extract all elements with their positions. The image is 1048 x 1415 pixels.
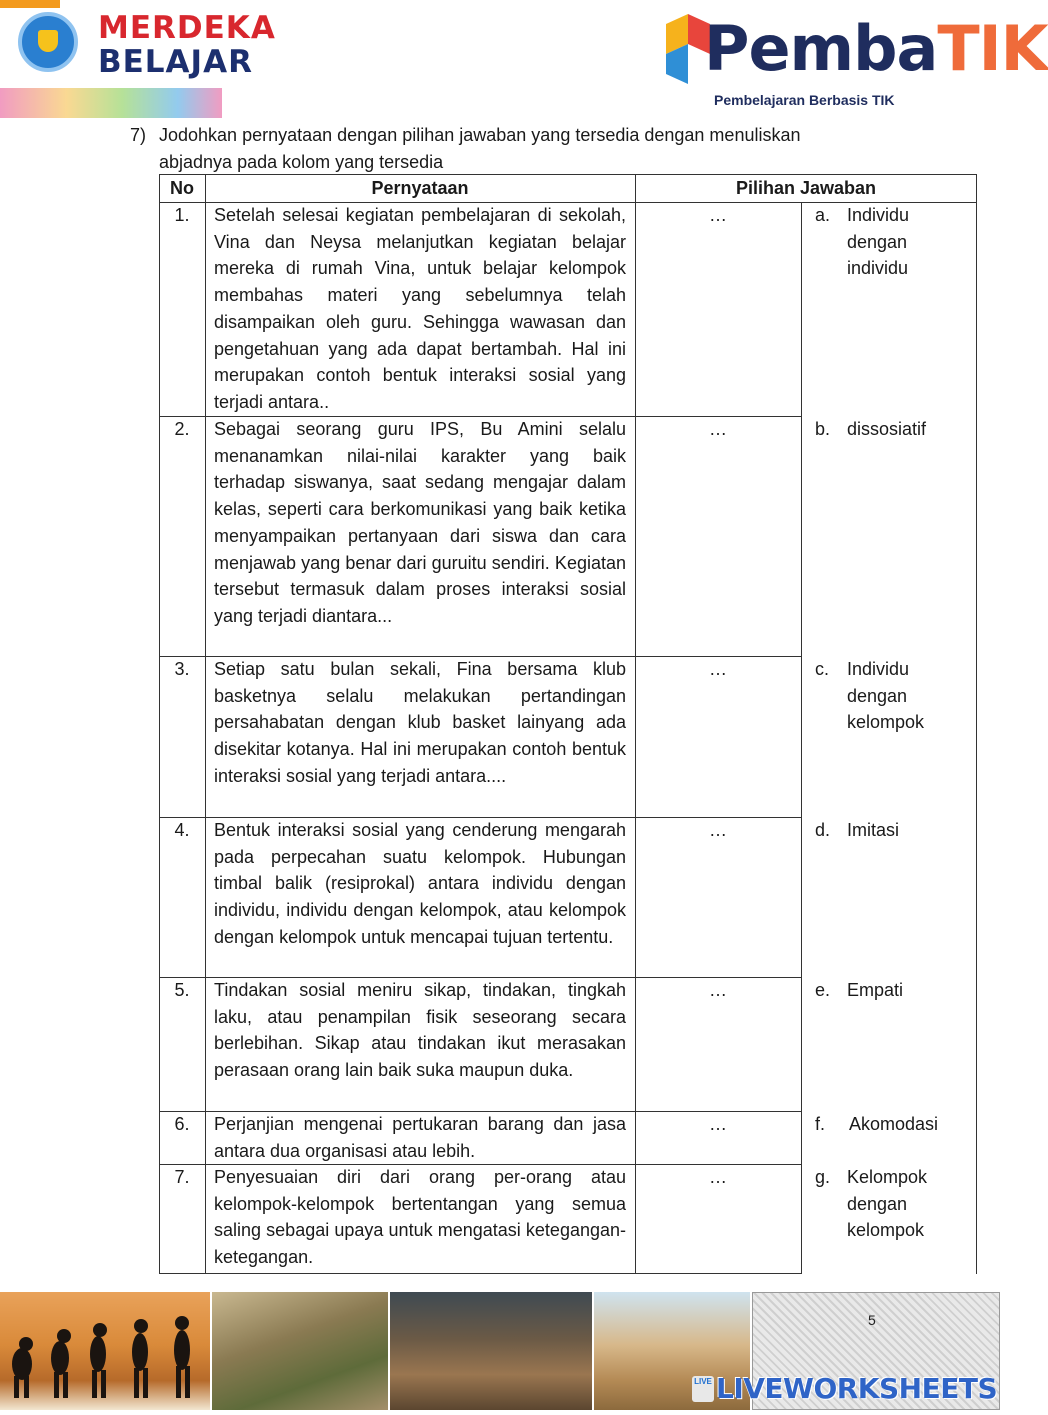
logo-text-merdeka: MERDEKA	[98, 10, 276, 46]
answer-blank[interactable]: …	[709, 419, 727, 439]
option-letter: f.	[815, 1114, 826, 1134]
pembatik-tagline: Pembelajaran Berbasis TIK	[714, 92, 895, 108]
row-number: 6.	[174, 1114, 190, 1134]
header-no: No	[170, 178, 194, 198]
option-letter: c.	[815, 659, 830, 679]
cave-dwellers-illustration	[390, 1292, 592, 1410]
merdeka-belajar-logo	[0, 0, 276, 118]
prehistoric-people-illustration	[212, 1292, 388, 1410]
liveworksheets-watermark	[692, 1372, 998, 1406]
header-statement: Pernyataan	[371, 178, 469, 198]
table-border	[159, 174, 160, 1274]
answer-blank[interactable]: …	[709, 205, 727, 225]
option-text: Individu dengan kelompok	[847, 659, 925, 733]
matching-table	[159, 174, 977, 1274]
table-border	[976, 174, 977, 1274]
logo-text-belajar: BELAJAR	[98, 44, 253, 80]
row-number: 5.	[174, 980, 190, 1000]
header-answer-choices: Pilihan Jawaban	[735, 178, 877, 198]
column-divider	[205, 174, 206, 1274]
answer-blank[interactable]: …	[709, 659, 727, 679]
option-text: Akomodasi	[849, 1114, 939, 1134]
option-letter: a.	[815, 205, 831, 225]
question-number: 7)	[130, 125, 147, 145]
instruction-line-2: abjadnya pada kolom yang tersedia	[159, 152, 444, 172]
option-letter: g.	[815, 1167, 831, 1187]
evolution-illustration	[0, 1292, 210, 1410]
statement-text: Tindakan sosial meniru sikap, tindakan, tingkah laku, atau penampilan fisik seseorang secara berlebihan. Sikap atau tindakan ikut merasakan perasaan orang lain baik suka maupun duka.	[214, 980, 626, 1081]
option-text: Kelompok dengan kelompok	[847, 1167, 928, 1241]
logo-decoration	[0, 0, 60, 8]
option-letter: d.	[815, 820, 831, 840]
table-border	[159, 1273, 801, 1274]
row-number: 3.	[174, 659, 190, 679]
answer-blank[interactable]: …	[709, 980, 727, 1000]
pembatik-wordmark	[704, 14, 1048, 84]
tut-wuri-emblem-icon	[18, 12, 78, 72]
wordmark-part-tik: TIK	[937, 12, 1048, 85]
instruction-line-1: Jodohkan pernyataan dengan pilihan jawaban yang tersedia dengan menuliskan	[159, 125, 801, 145]
row-number: 2.	[174, 419, 190, 439]
option-text: Imitasi	[847, 820, 900, 840]
statement-text: Sebagai seorang guru IPS, Bu Amini selalu menanamkan nilai-nilai karakter yang baik terhadap siswanya, saat sedang mengajar dalam kelas, seperti cara berkomunikasi yang baik ketika menyampaikan pertanyaan dari siswa dan cara menjawab yang benar dari guruitu sendiri. Kegiatan tersebut termasuk dalam proses interaksi sosial yang terjadi diantara...	[214, 419, 626, 626]
liveworksheets-badge-icon: LIVE	[692, 1376, 714, 1402]
row-number: 1.	[174, 205, 190, 225]
option-text: Individu dengan individu	[847, 205, 910, 279]
page-number: 5	[868, 1312, 876, 1328]
logo-decoration	[0, 88, 222, 118]
wordmark-part-pemba: Pemba	[704, 12, 938, 85]
row-number: 4.	[174, 820, 190, 840]
human-evolution-silhouettes-icon	[0, 1292, 210, 1410]
statement-text: Setiap satu bulan sekali, Fina bersama klub basketnya selalu melakukan pertandingan persahabatan dengan klub basket lainyang ada disekitar kotanya. Hal ini merupakan contoh bentuk interaksi sosial yang terjadi antara....	[214, 659, 626, 786]
pembatik-logo	[664, 8, 1048, 112]
answer-blank[interactable]: …	[709, 1114, 727, 1134]
option-text: dissosiatif	[847, 419, 927, 439]
answer-blank[interactable]: …	[709, 1167, 727, 1187]
column-divider	[801, 202, 802, 1274]
statement-text: Bentuk interaksi sosial yang cenderung mengarah pada perpecahan suatu kelompok. Hubungan timbal balik (resiprokal) antara individu dengan individu, individu dengan kelompok, atau kelompok dengan kelompok untuk mencapai tujuan tertentu.	[214, 820, 626, 947]
row-number: 7.	[174, 1167, 190, 1187]
option-letter: e.	[815, 980, 831, 1000]
column-divider	[635, 174, 636, 1274]
statement-text: Perjanjian mengenai pertukaran barang dan jasa antara dua organisasi atau lebih.	[214, 1114, 626, 1161]
option-text: Empati	[847, 980, 904, 1000]
liveworksheets-wordmark: LIVEWORKSHEETS	[716, 1372, 998, 1405]
statement-text: Penyesuaian diri dari orang per-orang atau kelompok-kelompok bertentangan yang semua saling sebagai upaya untuk mengatasi ketegangan-ketegangan.	[214, 1167, 626, 1268]
option-letter: b.	[815, 419, 831, 439]
statement-text: Setelah selesai kegiatan pembelajaran di sekolah, Vina dan Neysa melanjutkan kegiatan belajar mereka di rumah Vina, untuk belajar kelompok membahas materi yang sebelumnya telah disampaikan oleh guru. Sehingga wawasan dan pengetahuan yang ada dapat bertambah. Hal ini merupakan contoh bentuk interaksi sosial yang terjadi antara..	[214, 205, 626, 412]
answer-blank[interactable]: …	[709, 820, 727, 840]
